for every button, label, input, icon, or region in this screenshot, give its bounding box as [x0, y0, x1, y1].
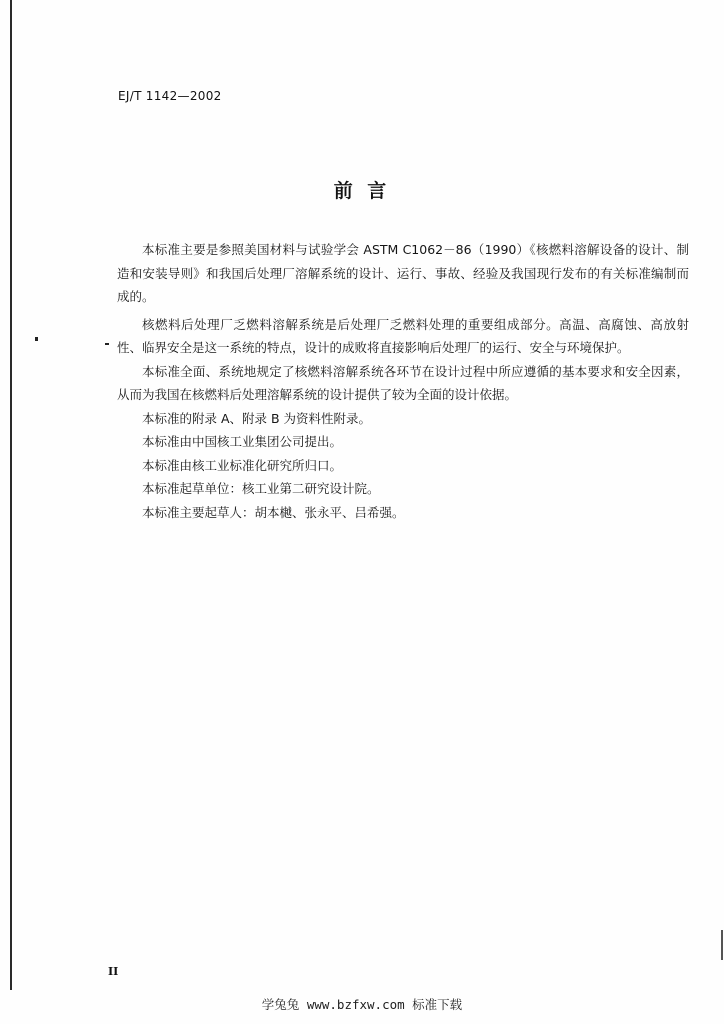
standard-code: EJ/T 1142—2002 — [118, 89, 222, 103]
scan-edge-line — [10, 0, 12, 990]
paragraph: 本标准起草单位：核工业第二研究设计院。 — [142, 481, 380, 496]
scan-dot — [35, 337, 38, 341]
page-number: II — [108, 965, 119, 978]
paragraph: 本标准由中国核工业集团公司提出。 — [142, 434, 343, 449]
scan-dash — [105, 343, 109, 345]
paragraph: 本标准主要是参照美国材料与试验学会 ASTM C1062－86（1990）《核燃料溶解设备的设计、制造和安装导则》和我国后处理厂溶解系统的设计、运行、事故、经验及我国现行发布的有关标准编制而成的。 — [117, 242, 689, 304]
foreword-body — [117, 238, 689, 524]
paragraph: 本标准全面、系统地规定了核燃料溶解系统各环节在设计过程中所应遵循的基本要求和安全因素，从而为我国在核燃料后处理溶解系统的设计提供了较为全面的设计依据。 — [117, 363, 689, 402]
paragraph: 核燃料后处理厂乏燃料溶解系统是后处理厂乏燃料处理的重要组成部分。高温、高腐蚀、高放射性、临界安全是这一系统的特点，设计的成败将直接影响后处理厂的运行、安全与环境保护。 — [117, 316, 689, 355]
paragraph: 本标准主要起草人：胡本樾、张永平、吕希强。 — [142, 504, 405, 520]
scan-edge-mark — [721, 930, 723, 960]
paragraph: 本标准由核工业标准化研究所归口。 — [142, 457, 343, 473]
page-title: 前 言 — [333, 180, 391, 202]
footer-watermark: 学兔兔 www.bzfxw.com 标准下载 — [261, 997, 463, 1012]
paragraph: 本标准的附录 A、附录 B 为资料性附录。 — [142, 410, 372, 426]
